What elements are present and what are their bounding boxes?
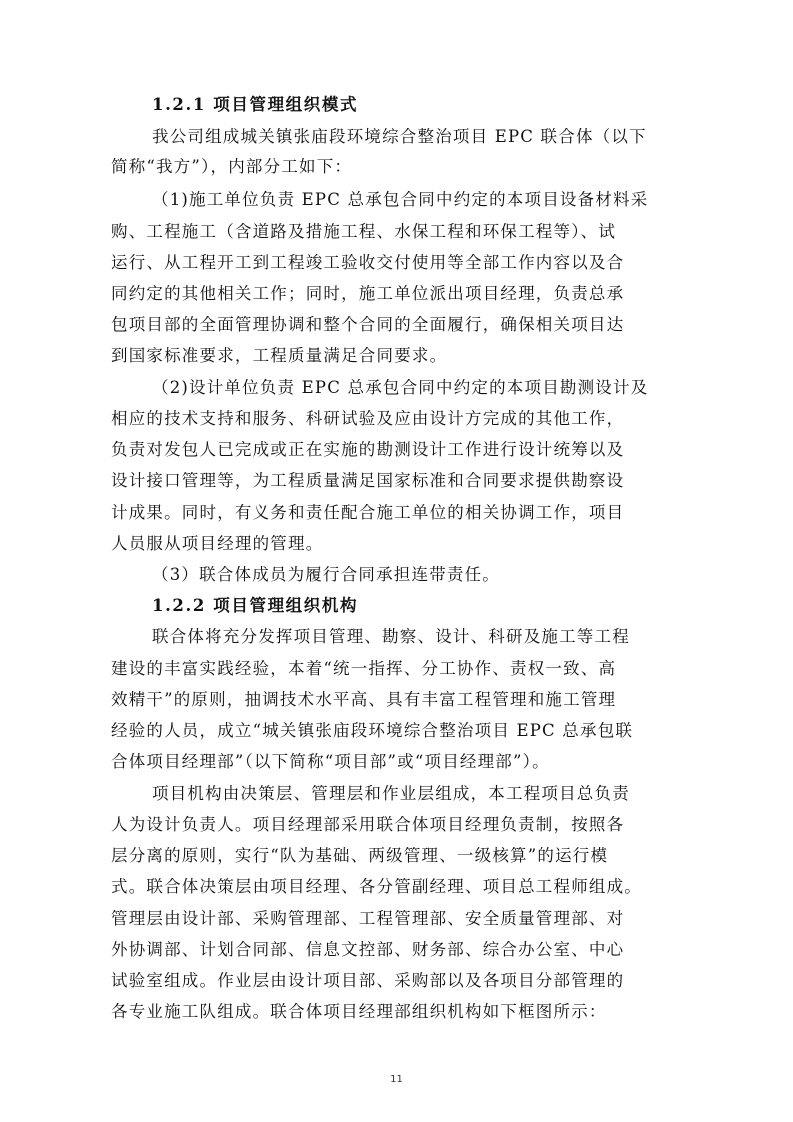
paragraph-line: 效精干”的原则，抽调技术水平高、具有丰富工程管理和施工管理: [111, 690, 617, 709]
paragraph-line: （3）联合体成员为履行合同承担连带责任。: [152, 565, 500, 584]
paragraph-line: 项目机构由决策层、管理层和作业层组成，本工程项目总负责: [152, 784, 630, 803]
paragraph-line: 建设的丰富实践经验，本着“统一指挥、分工协作、责权一致、高: [111, 659, 617, 678]
paragraph-line: 式。联合体决策层由项目经理、各分管副经理、项目总工程师组成。: [111, 877, 642, 896]
paragraph-line: 到国家标准要求，工程质量满足合同要求。: [111, 346, 448, 365]
paragraph-line: 计成果。同时，有义务和责任配合施工单位的相关协调工作，项目: [111, 503, 625, 522]
paragraph-line: 人员服从项目经理的管理。: [111, 534, 324, 553]
paragraph-line: 我公司组成城关镇张庙段环境综合整治项目 EPC 联合体（以下: [152, 127, 647, 146]
paragraph-line: 人为设计负责人。项目经理部采用联合体项目经理负责制，按照各: [111, 815, 625, 834]
section-heading-1-2-2: 1.2.2 项目管理组织机构: [152, 596, 359, 615]
page-number: 11: [390, 1074, 403, 1085]
paragraph-line: 联合体将充分发挥项目管理、勘察、设计、科研及施工等工程: [152, 627, 630, 646]
paragraph-line: 相应的技术支持和服务、科研试验及应由设计方完成的其他工作，: [111, 409, 625, 428]
paragraph-line: 同约定的其他相关工作；同时，施工单位派出项目经理，负责总承: [111, 284, 625, 303]
paragraph-line: 运行、从工程开工到工程竣工验收交付使用等全部工作内容以及合: [111, 253, 625, 272]
paragraph-line: 简称“我方”），内部分工如下：: [111, 157, 353, 176]
paragraph-line: 外协调部、计划合同部、信息文控部、财务部、综合办公室、中心: [111, 940, 625, 959]
paragraph-line: 经验的人员，成立“城关镇张庙段环境综合整治项目 EPC 总承包联: [111, 721, 634, 740]
paragraph-line: 试验室组成。作业层由设计项目部、采购部以及各项目分部管理的: [111, 971, 625, 990]
paragraph-line: 合体项目经理部”（以下简称“项目部”或“项目经理部”）。: [111, 752, 550, 771]
section-heading-1-2-1: 1.2.1 项目管理组织模式: [152, 95, 359, 114]
paragraph-line: 各专业施工队组成。联合体项目经理部组织机构如下框图所示：: [111, 1002, 607, 1021]
paragraph-line: （2)设计单位负责 EPC 总承包合同中约定的本项目勘测设计及: [152, 378, 649, 397]
paragraph-line: 负责对发包人已完成或正在实施的勘测设计工作进行设计统筹以及: [111, 440, 625, 459]
paragraph-line: 购、工程施工（含道路及措施工程、水保工程和环保工程等）、试: [111, 222, 617, 241]
paragraph-line: 包项目部的全面管理协调和整个合同的全面履行，确保相关项目达: [111, 315, 625, 334]
paragraph-line: 管理层由设计部、采购管理部、工程管理部、安全质量管理部、对: [111, 909, 625, 928]
paragraph-line: 层分离的原则，实行“队为基础、两级管理、一级核算”的运行模: [111, 846, 609, 865]
paragraph-line: 设计接口管理等，为工程质量满足国家标准和合同要求提供勘察设: [111, 471, 625, 490]
paragraph-line: （1)施工单位负责 EPC 总承包合同中约定的本项目设备材料采: [152, 190, 649, 209]
